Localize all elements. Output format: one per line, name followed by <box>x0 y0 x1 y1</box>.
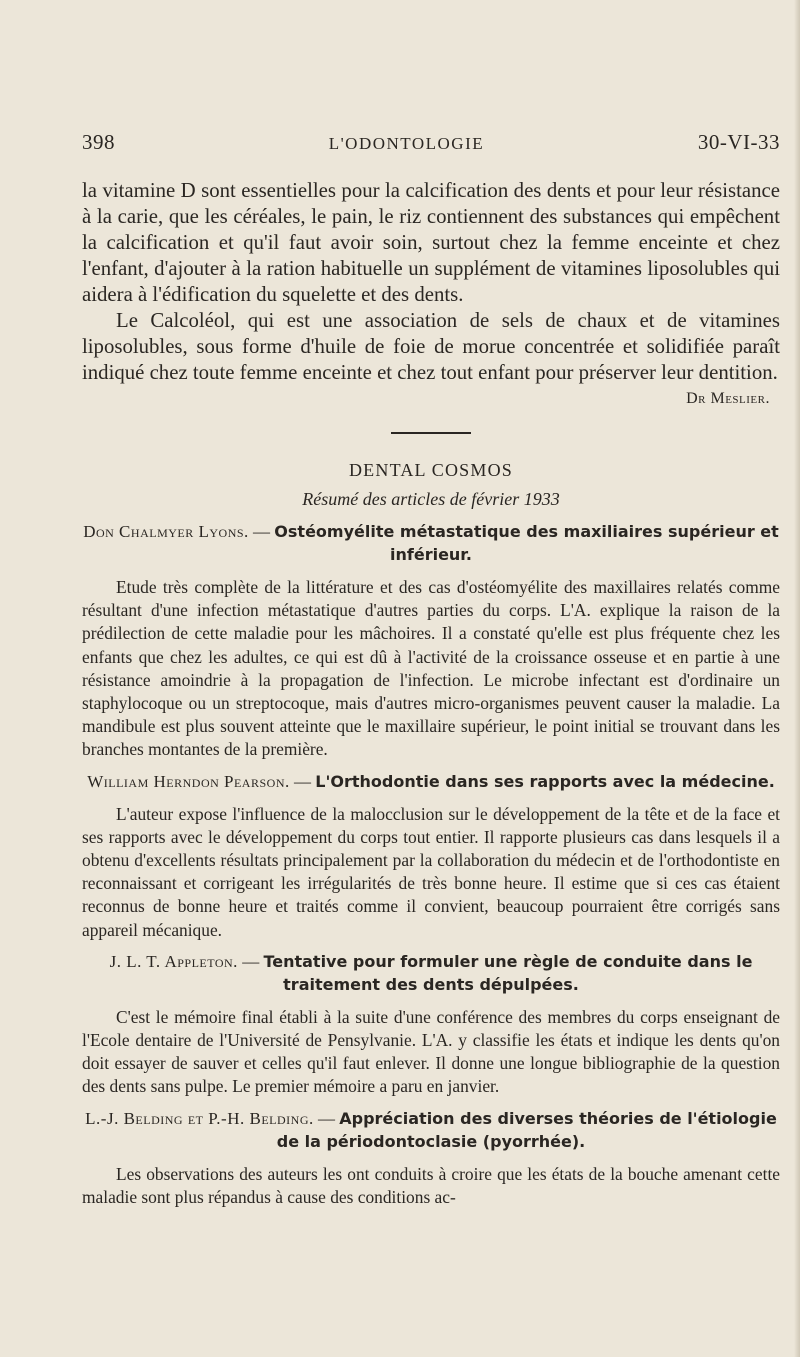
article-text: Les observations des auteurs les ont conduits à croire que les états de la bouche amenant cette maladie sont plus répandus à cause des conditions ac- <box>82 1163 780 1207</box>
article-title: Tentative pour formuler une règle de conduite dans le traitement des dents dépulpées. <box>263 951 753 994</box>
article-heading <box>82 950 780 996</box>
section-subtitle: Résumé des articles de février 1933 <box>302 489 560 509</box>
intro-paragraph-2: Le Calcoléol, qui est une association de sels de chaux et de vitamines liposolubles, sous forme d'huile de foie de morue concentrée et solidifiée paraît indiqué chez toute femme enceinte et chez tout enfant pour préserver leur dentition. <box>82 309 780 384</box>
article <box>82 1107 780 1209</box>
article-text: L'auteur expose l'influence de la malocclusion sur le développement de la tête et de la face et ses rapports avec le développement du corps tout entier. Il rapporte plusieurs cas dans lesquels il a obtenu d'excellents résultats principalement par la collaboration du médecin et de l'orthodontiste en reconnaissant et corrigeant les irrégularités de très bonne heure. Il estime que si ces cas étaient reconnus de bonne heure et traités comme il convient, beaucoup pourraient être corrigés sans appareil mécanique. <box>82 803 780 940</box>
section-title: DENTAL COSMOS <box>348 460 513 480</box>
page-number: 398 <box>82 130 115 154</box>
article <box>82 770 780 942</box>
dash-separator: — <box>242 951 260 971</box>
signature: Dr Meslier. <box>686 390 770 407</box>
page-edge <box>794 0 800 1357</box>
article-text: Etude très complète de la littérature et des cas d'ostéomyélite des maxillaires relatés comme résultant d'une infection métastatique d'autres parties du corps. L'A. explique la raison de la prédilection de cette maladie pour les mâchoires. Il a constaté qu'elle est plus fréquente chez les enfants que chez les adultes, ce qui est dû à l'activité de la croissance osseuse et en partie à une résistance amoindrie à la propagation de l'infection. Le microbe infectant est d'ordinaire un staphylocoque ou un streptocoque, mais d'autres micro-organismes peuvent causer la maladie. La mandibule est plus souvent atteinte que le maxillaire supérieur, le point initial se trouvant dans les branches montantes de la première. <box>82 577 780 760</box>
article-heading <box>82 1107 780 1153</box>
issue-date: 30-VI-33 <box>697 130 780 154</box>
article <box>82 520 780 762</box>
article-title: L'Orthodontie dans ses rapports avec la médecine. <box>315 771 775 791</box>
article-title: Appréciation des diverses théories de l'étiologie de la périodontoclasie (pyorrhée). <box>276 1108 777 1151</box>
intro-paragraph-1: la vitamine D sont essentielles pour la calcification des dents et pour leur résistance à la carie, que les céréales, le pain, le riz contiennent des substances qui empêchent la calcification et qu'il faut avoir soin, surtout chez la femme enceinte et chez l'enfant, d'ajouter à la ration habituelle un supplément de vitamines liposolubles qui aidera à l'édification du squelette et des dents. <box>82 179 780 306</box>
journal-name: L'ODONTOLOGIE <box>328 134 485 153</box>
section-divider <box>391 432 471 434</box>
article <box>82 950 780 1099</box>
article-title: Ostéomyélite métastatique des maxiliaires supérieur et inférieur. <box>274 522 779 564</box>
article-author: William Herndon Pearson. <box>87 771 290 791</box>
article-author: Don Chalmyer Lyons. <box>83 522 249 541</box>
article-author: J. L. T. Appleton. <box>109 951 238 971</box>
article-author: L.-J. Belding et P.-H. Belding. <box>85 1108 314 1128</box>
dash-separator: — <box>253 522 271 541</box>
running-header <box>82 130 780 178</box>
article-text: C'est le mémoire final établi à la suite d'une conférence des membres du corps enseignant de l'Ecole dentaire de l'Université de Pensylvanie. L'A. y classifie les états et indique les dents qu'on doit essayer de sauver et celles qu'il faut enlever. Il donne une longue bibliographie de la question des dents sans pulpe. Le premier mémoire a paru en janvier. <box>82 1006 780 1097</box>
dash-separator: — <box>294 771 311 791</box>
article-heading <box>82 770 780 793</box>
page-content <box>82 130 780 1217</box>
article-heading <box>82 520 780 566</box>
dash-separator: — <box>318 1108 335 1128</box>
intro-block <box>82 178 780 412</box>
articles-list <box>82 520 780 1209</box>
